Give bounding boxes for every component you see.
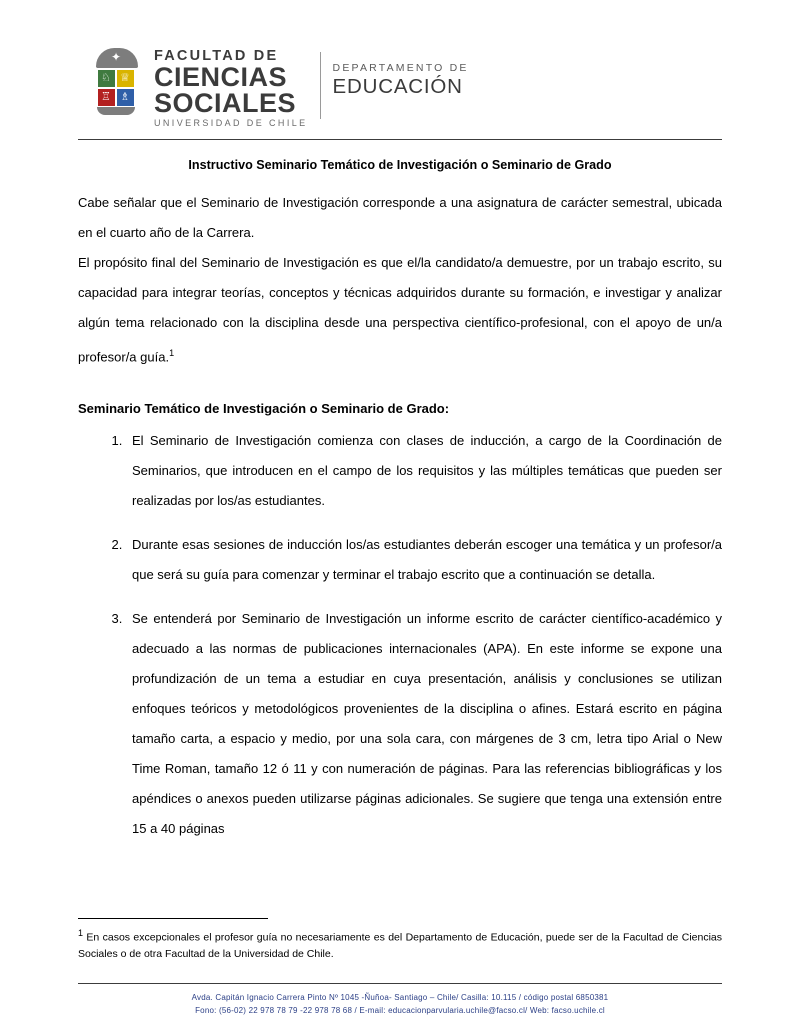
list-item: 1. El Seminario de Investigación comienza con clases de inducción, a cargo de la Coordinación de Seminarios, que introducen en el campo de los requisitos y las múltiples temáticas que pueden ser realizadas por los/as estudiantes. [126,426,722,516]
footnote-marker: 1 [78,927,84,938]
page-title: Instructivo Seminario Temático de Investigación o Seminario de Grado [188,158,612,172]
footnote-block [78,918,722,964]
footer-address: Avda. Capitán Ignacio Carrera Pinto Nº 1045 -Ñuñoa- Santiago – Chile/ Casilla: 10.115 / código postal 6850381 [191,993,609,1002]
paragraph-1: Cabe señalar que el Seminario de Investigación corresponde a una asignatura de carácter semestral, ubicada en el cuarto año de la Carrera. [78,195,722,240]
numbered-list [78,426,722,844]
wordmark-divider [320,52,321,119]
footnote-body: En casos excepcionales el profesor guía no necesariamente es del Departamento de Educación, puede ser de la Facultad de Ciencias Sociales o de otra Facultad de la Universidad de Chile. [78,931,723,960]
wordmark-ciencias: CIENCIAS [154,62,288,92]
paragraph-2-text: El propósito final del Seminario de Investigación es que el/la candidato/a demuestre, por un trabajo escrito, su capacidad para integrar teorías, conceptos y técnicas adquiridos durante su formación, e investigar y analizar algún tema relacionado con la disciplina desde una perspectiva científico-profesional, con el apoyo de un/a profesor/a guía. [78,255,722,365]
footer-contact: Fono: (56-02) 22 978 78 79 -22 978 78 68 / E-mail: educacionparvularia.uchile@facso.cl/ Web: facso.uchile.cl [195,1006,605,1015]
wordmark-department: DEPARTAMENTO DE [332,62,469,74]
header-divider [78,139,722,140]
university-crest-icon: ✦ ♘ ♕ ♖ ♗ [90,48,144,120]
section-heading: Seminario Temático de Investigación o Seminario de Grado: [78,401,450,417]
footnote-divider [78,918,268,919]
wordmark-educacion: EDUCACIÓN [332,75,463,98]
list-item: 3. Se entenderá por Seminario de Investigación un informe escrito de carácter científico-académico y adecuado a las normas de publicaciones internacionales (APA). En este informe se expone una profundización de un tema a estudiar en cuya presentación, análisis y conclusiones se utilizan enfoques teóricos y metodológicos provenientes de la disciplina o afines. Estará escrito en página tamaño carta, a espacio y medio, por una sola cara, con márgenes de 3 cm, letra tipo Arial o New Time Roman, tamaño 12 ó 11 y con numeración de páginas. Para las referencias bibliográficas y los apéndices o anexos pueden utilizarse páginas adicionales. Se sugiere que tenga una extensión entre 15 a 40 páginas [126,604,722,844]
paragraph-2 [78,248,722,372]
wordmark-sociales: SOCIALES [154,88,297,118]
wordmark-faculty: FACULTAD DE [154,48,279,64]
footer-divider [78,983,722,984]
faculty-wordmark [154,48,469,129]
footnote-text [78,925,722,964]
document-header [78,48,722,129]
list-item: 2. Durante esas sesiones de inducción los/as estudiantes deberán escoger una temática y un profesor/a que será su guía para comenzar y terminar el trabajo escrito que a continuación se detalla. [126,530,722,590]
page-footer [78,983,722,1017]
footnote-reference: 1 [169,348,175,358]
wordmark-university: UNIVERSIDAD DE CHILE [154,118,308,128]
